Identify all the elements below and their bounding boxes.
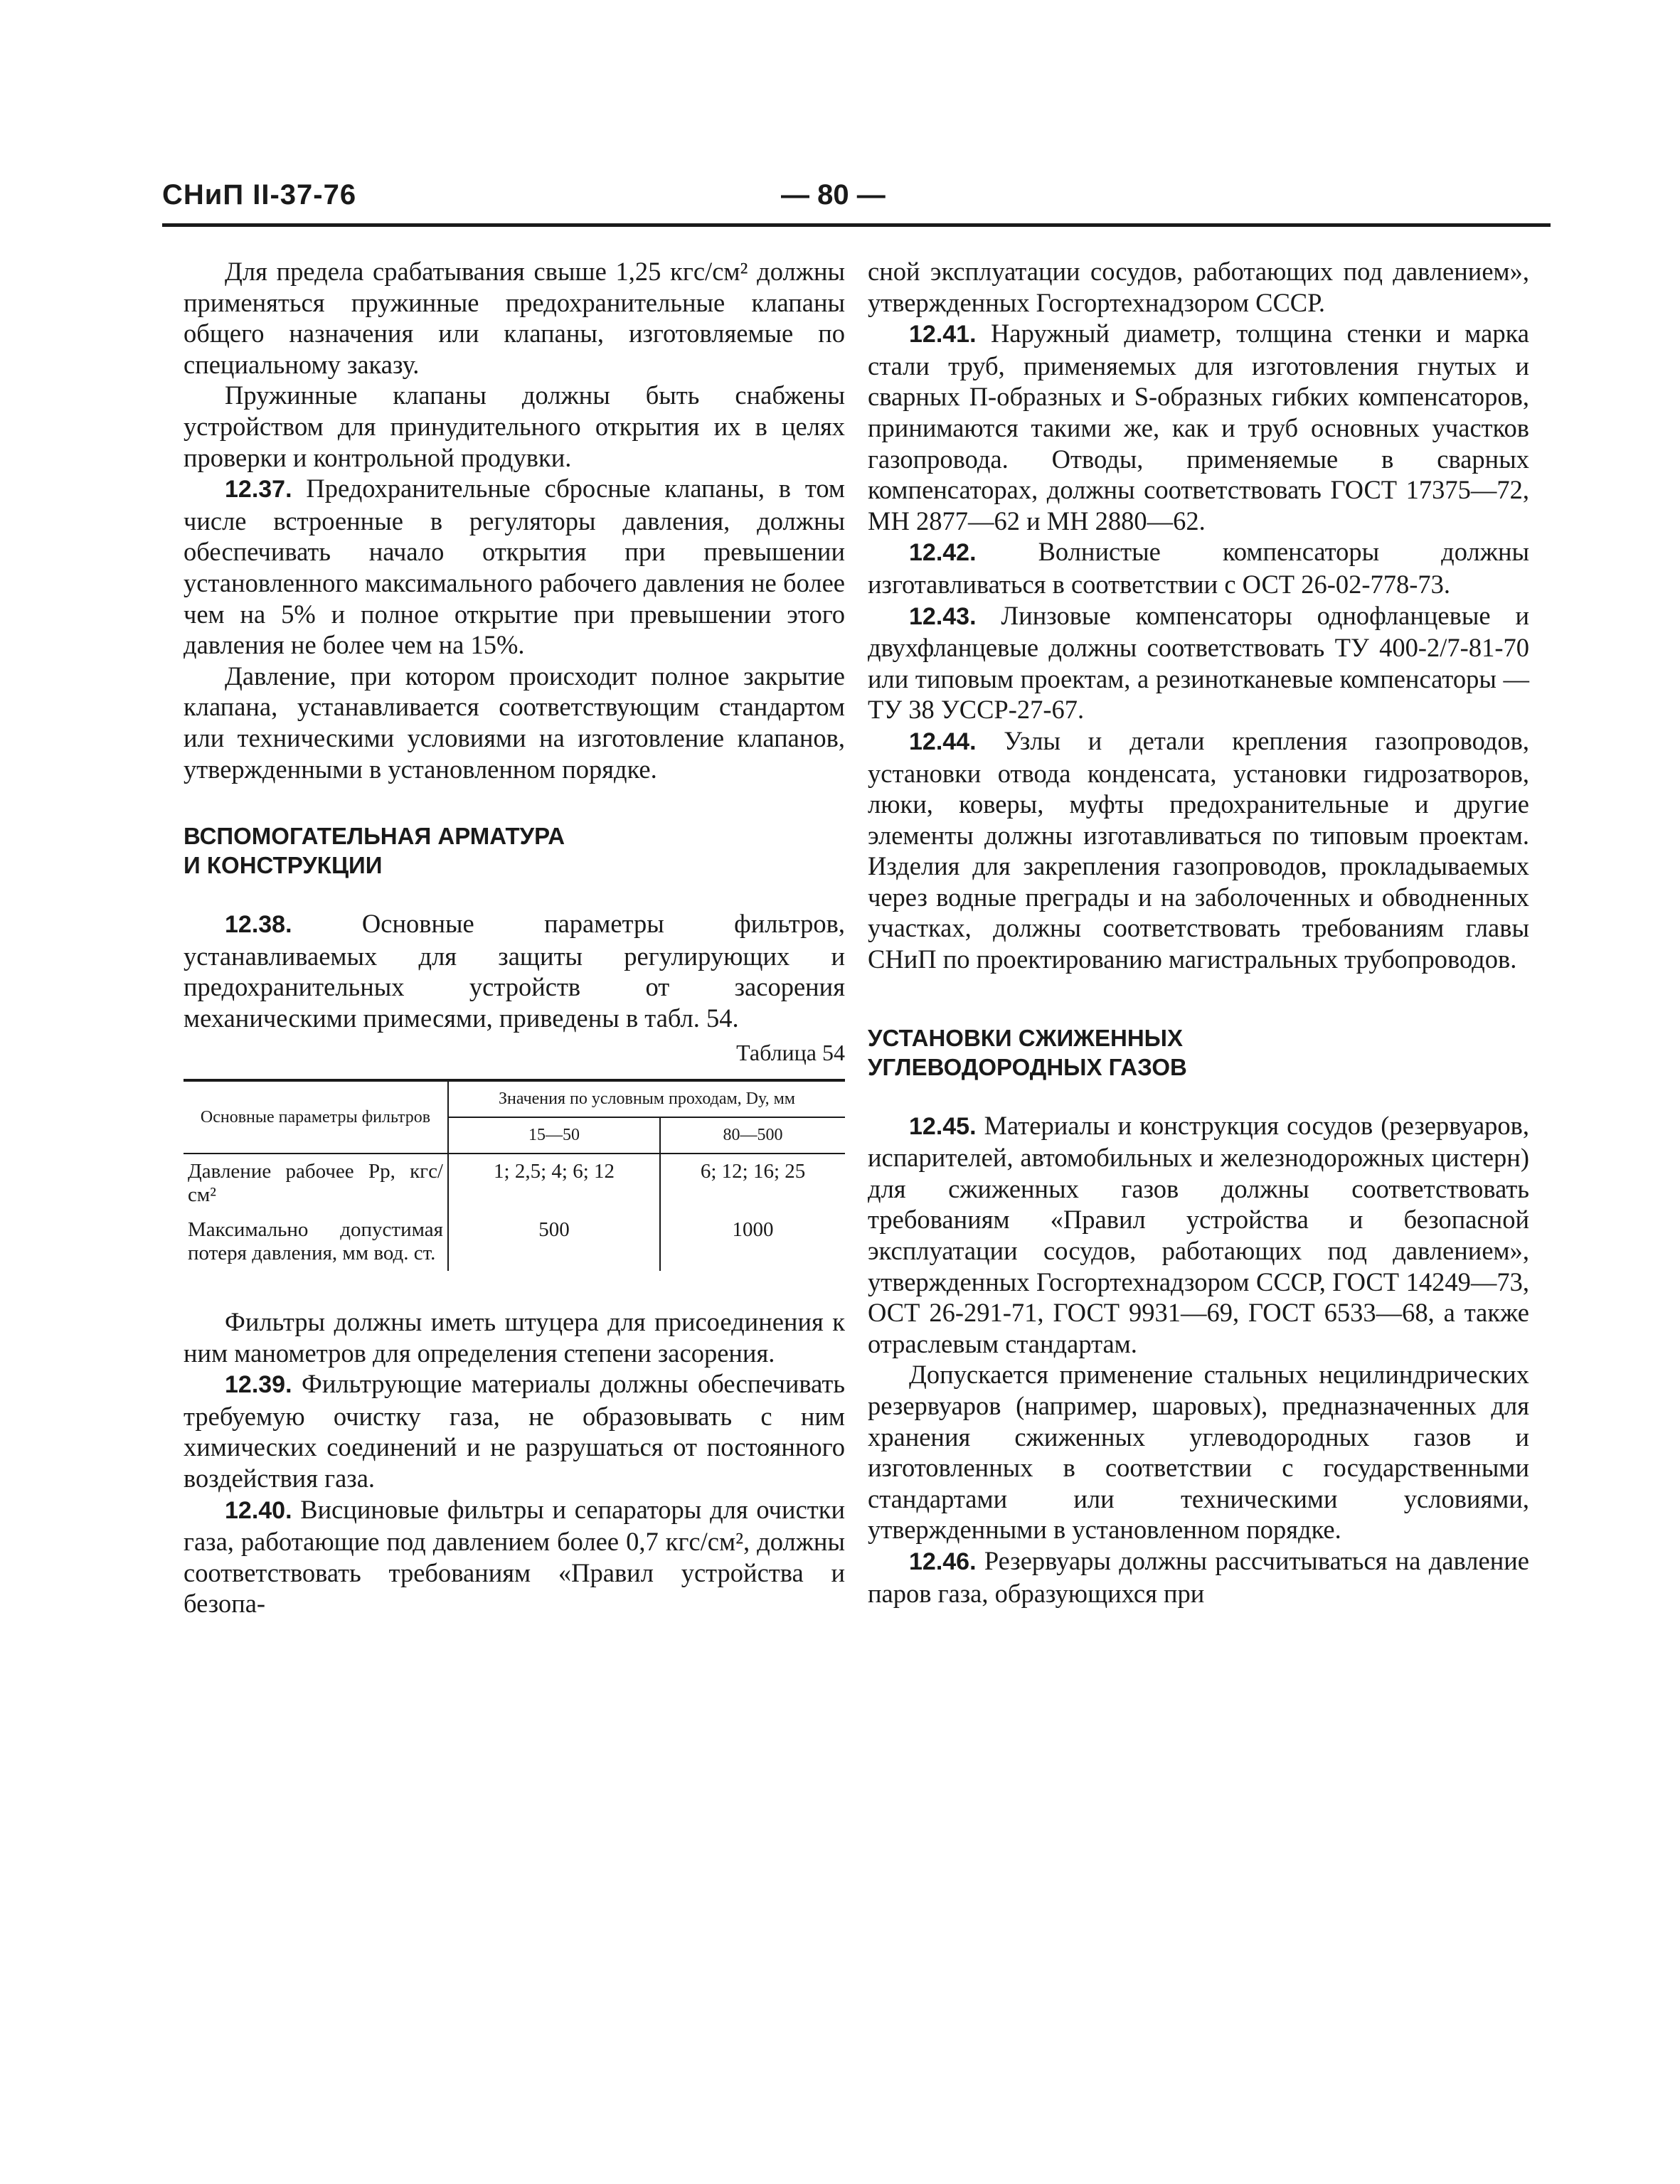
clause-text: Материалы и конструкция сосудов (резервуаров, испарителей, автомобильных и железнодорожных цистерн) для сжиженных газов должны соответствовать требованиям «Правил устройства и безопасной эксплуатации сосудов, работающих под давлением», утвержденных Госгортехнадзором СССР, ГОСТ 14249—73, ОСТ 26-291-71, ГОСТ 9931—69, ГОСТ 6533—68, а также отраслевым стандартам. xyxy=(868,1110,1529,1358)
paragraph-12-37 xyxy=(184,473,845,661)
clause-text: Предохранительные сбросные клапаны, в том числе встроенные в регуляторы давления, должны обеспечивать начало открытия при превышении установленного максимального рабочего давления не более чем на 5% и полное открытие при превышении этого давления не более чем на 15%. xyxy=(184,474,845,660)
paragraph: Пружинные клапаны должны быть снабжены устройством для принудительного открытия их в целях проверки и контрольной продувки. xyxy=(184,380,845,472)
paragraph-12-41 xyxy=(868,318,1529,536)
paragraph: Фильтры должны иметь штуцера для присоединения к ним манометров для определения степени засорения. xyxy=(184,1307,845,1368)
clause-text: Волнистые компенсаторы должны изготавливаться в соответствии с ОСТ 26-02-778-73. xyxy=(868,537,1529,599)
clause-text: Основные параметры фильтров, устанавливаемых для защиты регулирующих и предохранительных устройств от засорения механическими примесями, приведены в табл. 54. xyxy=(184,909,845,1033)
header-rule xyxy=(162,223,1551,227)
table-cell-value: 500 xyxy=(448,1213,660,1271)
paragraph: Давление, при котором происходит полное закрытие клапана, устанавливается соответствующим стандартом или техническими условиями на изготовление клапанов, утвержденными в установленном порядке. xyxy=(184,661,845,784)
left-column xyxy=(184,256,845,1619)
paragraph: Для предела срабатывания свыше 1,25 кгс/см² должны применяться пружинные предохранительные клапаны общего назначения или клапаны, изготовляемые по специальному заказу. xyxy=(184,257,845,379)
clause-text: Резервуары должны рассчитываться на давление паров газа, образующихся при xyxy=(868,1545,1529,1608)
paragraph-12-40 xyxy=(184,1494,845,1619)
paragraph-continued: сной эксплуатации сосудов, работающих под давлением», утвержденных Госгортехнадзором СССР. xyxy=(868,257,1529,317)
table-cell-value: 1; 2,5; 4; 6; 12 xyxy=(448,1154,660,1213)
clause-number: 12.42. xyxy=(909,539,977,567)
table-cell-value: 6; 12; 16; 25 xyxy=(700,1160,806,1183)
clause-number: 12.40. xyxy=(225,1496,292,1524)
table-header-param: Основные параметры фильтров xyxy=(184,1080,448,1154)
page-number: — 80 — xyxy=(781,179,886,211)
filter-parameters-table-wrap xyxy=(184,1079,845,1271)
paragraph-12-39 xyxy=(184,1368,845,1493)
document-code: СНиП II-37-76 xyxy=(162,179,357,211)
paragraph-12-38 xyxy=(184,908,845,1033)
table-header-values: Значения по условным проходам, Dу, мм xyxy=(448,1080,845,1117)
table-row xyxy=(184,1154,845,1213)
paragraph: Допускается применение стальных нецилиндрических резервуаров (например, шаровых), предназначенных для хранения сжиженных углеводородных газов и изготовленных в соответствии с государственными стандартами или техническими условиями, утвержденными в установленном порядке. xyxy=(868,1360,1529,1545)
right-column xyxy=(868,256,1529,1609)
paragraph-12-45 xyxy=(868,1110,1529,1360)
clause-text: Наружный диаметр, толщина стенки и марка стали труб, применяемых для изготовления гнутых и сварных П-образных и S-образных гибких компенсаторов, принимаются такими же, как и труб основных участков газопровода. Отводы, применяемые в сварных компенсаторах, должны соответствовать ГОСТ 17375—72, МН 2877—62 и МН 2880—62. xyxy=(868,319,1529,536)
clause-number: 12.41. xyxy=(909,321,977,348)
paragraph-12-42 xyxy=(868,536,1529,600)
paragraph-12-43 xyxy=(868,600,1529,725)
table-subheader-2: 80—500 xyxy=(660,1117,845,1154)
clause-text: Висциновые фильтры и сепараторы для очистки газа, работающие под давлением более 0,7 кгс/см², должны соответствовать требованиям «Правил устройства и безопа- xyxy=(184,1494,845,1619)
clause-number: 12.44. xyxy=(909,728,977,755)
clause-number: 12.46. xyxy=(909,1548,977,1575)
paragraph-12-46 xyxy=(868,1545,1529,1609)
clause-text: Линзовые компенсаторы однофланцевые и двухфланцевые должны соответствовать ТУ 400-2/7-81-70 или типовым проектам, а резинотканевые компенсаторы — ТУ 38 УССР-27-67. xyxy=(868,600,1529,725)
clause-number: 12.38. xyxy=(225,911,292,939)
clause-text: Узлы и детали крепления газопроводов, установки отвода конденсата, установки гидрозатворов, люки, коверы, муфты предохранительные и другие элементы должны изготавливаться по типовым проектам. Изделия для закрепления газопроводов, прокладываемых через водные преграды и на заболоченных и обводненных участках, должны соответствовать требованиям главы СНиП по проектированию магистральных трубопроводов. xyxy=(868,725,1529,974)
section-heading-auxiliary-fittings: ВСПОМОГАТЕЛЬНАЯ АРМАТУРА И КОНСТРУКЦИИ xyxy=(184,823,565,879)
table-row xyxy=(184,1213,845,1271)
clause-text: Фильтрующие материалы должны обеспечивать требуемую очистку газа, не образовывать с ним химических соединений и не разрушаться от постоянного воздействия газа. xyxy=(184,1369,845,1493)
section-heading-lpg-installations: УСТАНОВКИ СЖИЖЕННЫХ УГЛЕВОДОРОДНЫХ ГАЗОВ xyxy=(868,1024,1187,1080)
clause-number: 12.45. xyxy=(909,1112,977,1140)
table-cell-value: 1000 xyxy=(732,1218,774,1242)
table-cell-param: Максимально допустимая потеря давления, мм вод. ст. xyxy=(184,1213,448,1271)
table-subheader-1: 15—50 xyxy=(448,1117,660,1154)
paragraph-12-44 xyxy=(868,725,1529,975)
clause-number: 12.37. xyxy=(225,476,292,504)
table-cell-param: Давление рабочее Pр, кгс/см² xyxy=(184,1154,448,1213)
clause-number: 12.43. xyxy=(909,602,977,630)
filter-parameters-table xyxy=(184,1079,845,1271)
table-caption: Таблица 54 xyxy=(736,1040,845,1066)
clause-number: 12.39. xyxy=(225,1371,292,1399)
